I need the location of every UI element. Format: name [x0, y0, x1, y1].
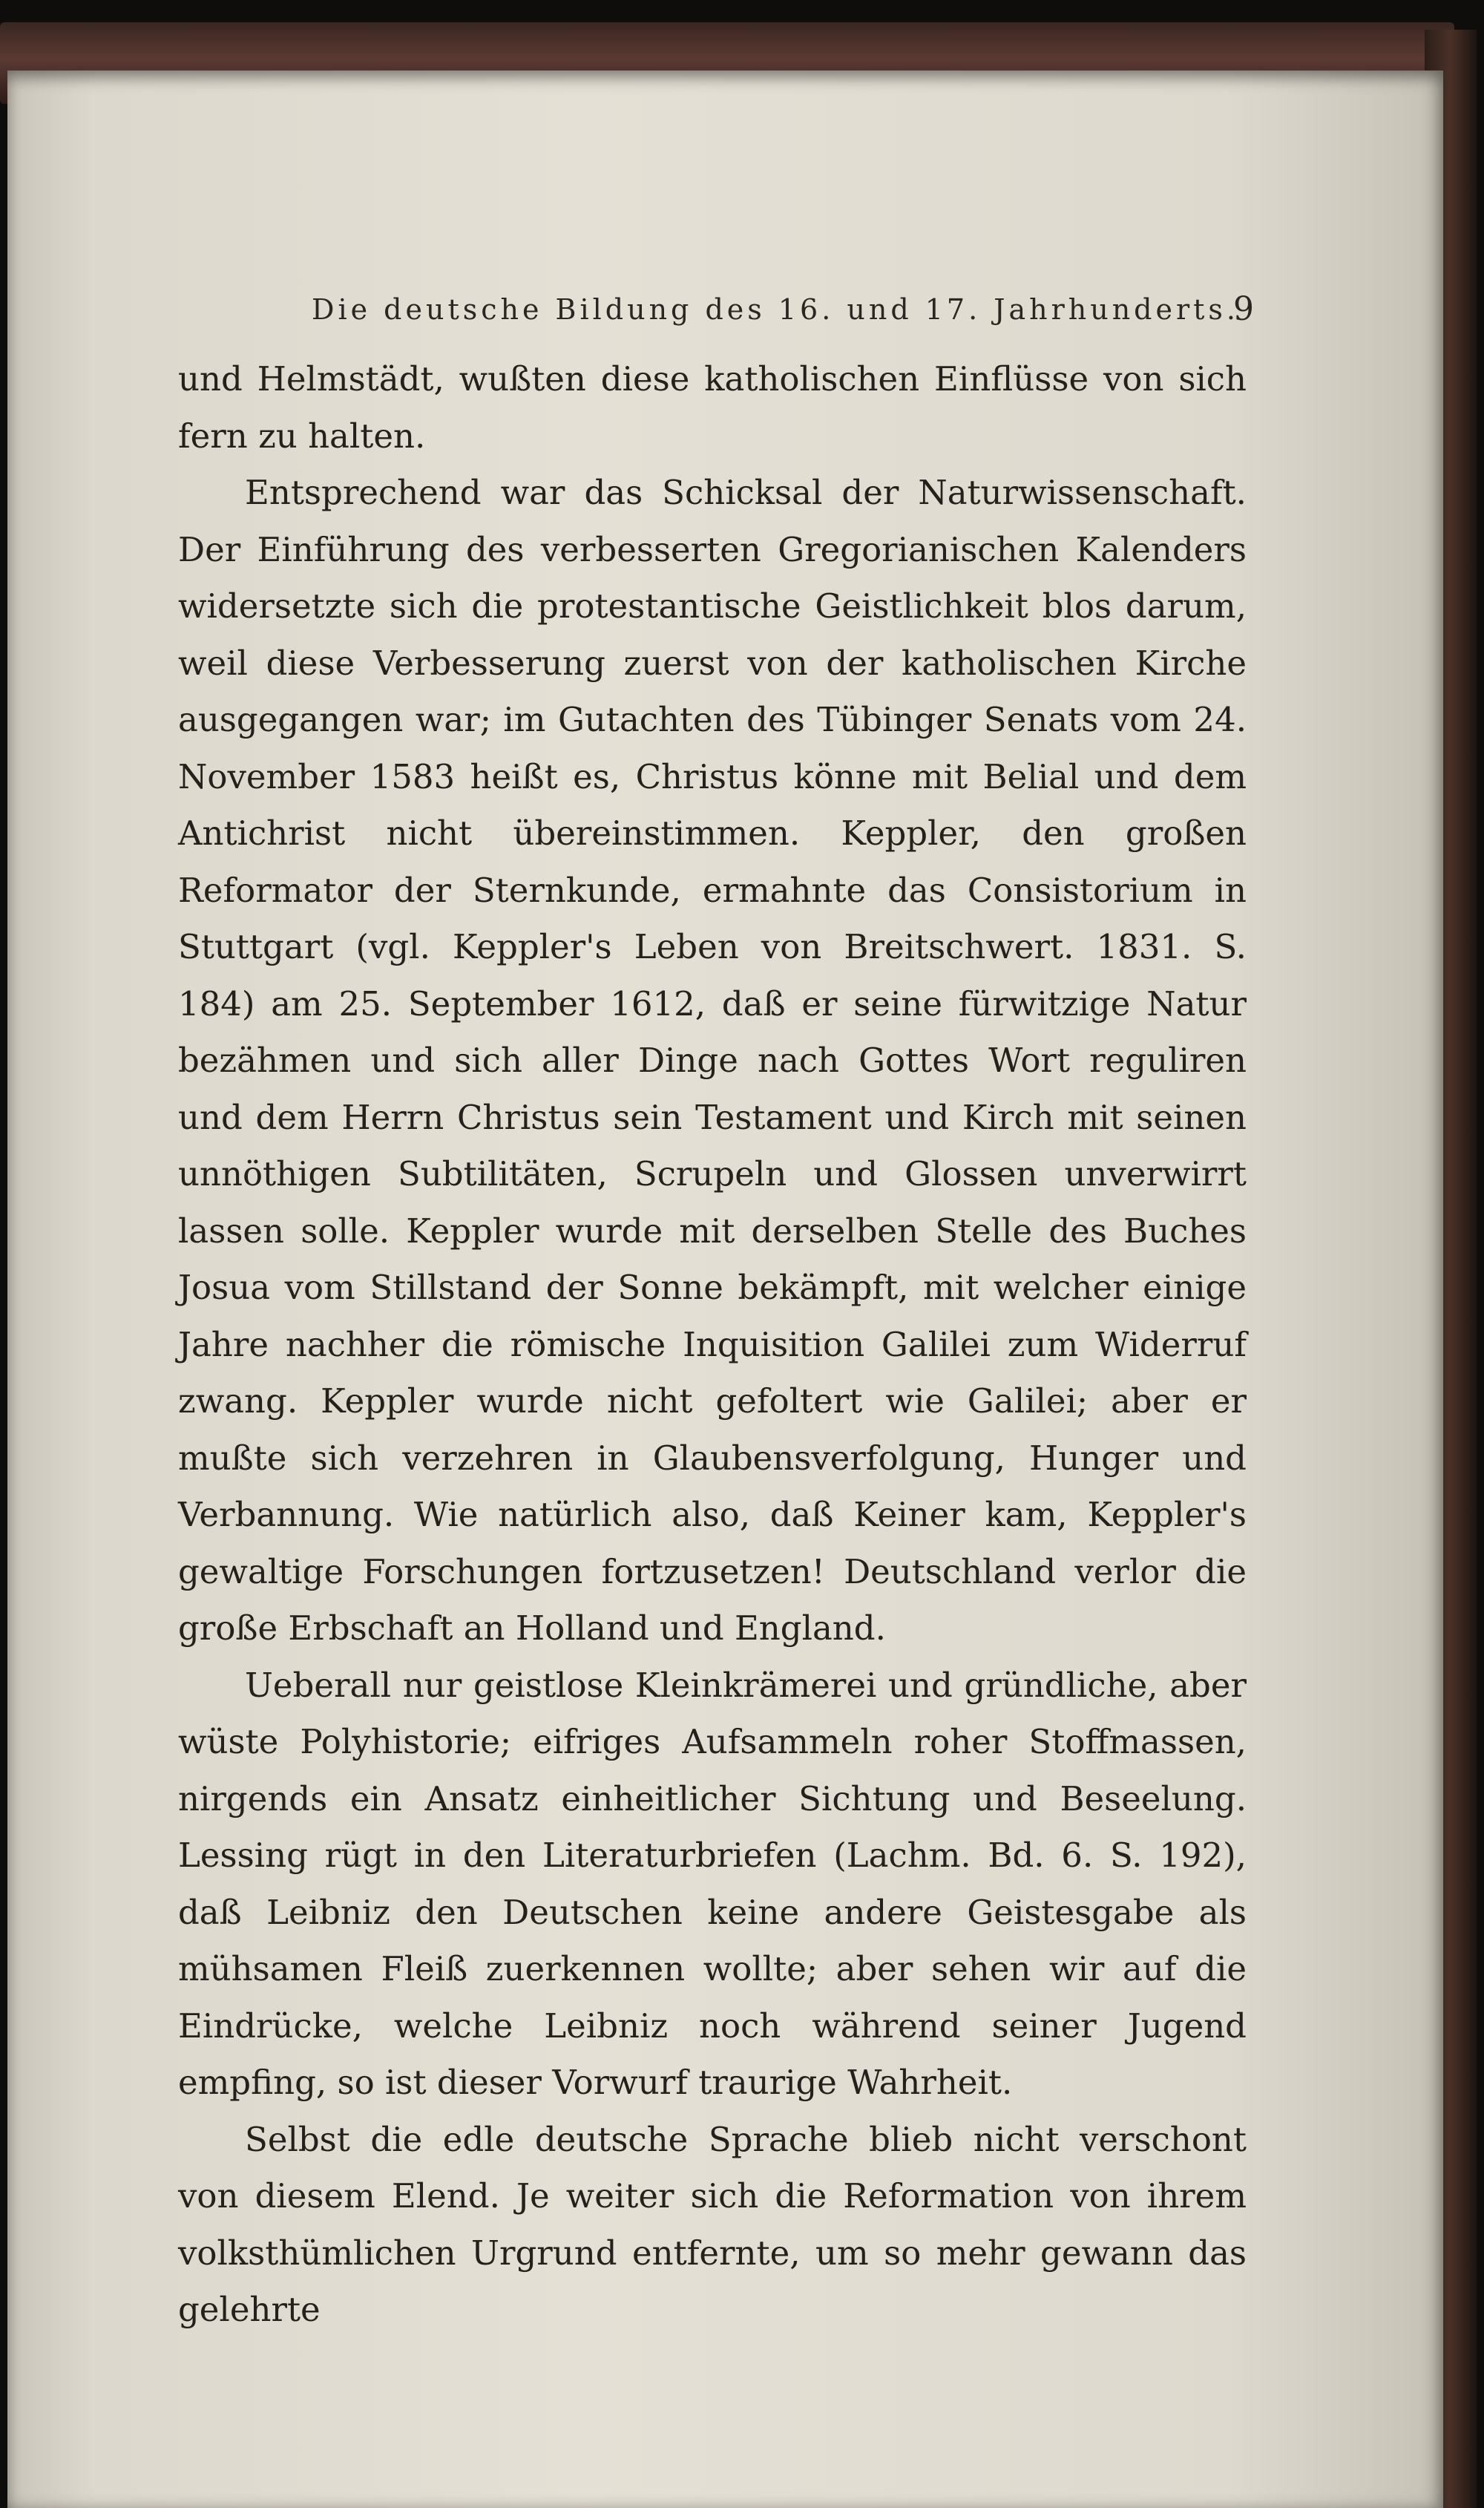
page-number: 9: [1233, 290, 1254, 328]
paragraph-4: Selbst die edle deutsche Sprache blieb nicht verschont von diesem Elend. Je weiter sich die Reformation von ihrem volksthümlichen Urgrund entfernte, um so mehr gewann das gelehrte: [178, 2119, 1247, 2329]
paragraph-3: Ueberall nur geistlose Kleinkrämerei und gründliche, aber wüste Polyhistorie; eifriges Aufsammeln roher Stoffmassen, nirgends ein Ansatz einheitlicher Sichtung und Beseelung. Lessing rügt in den Literaturbriefen (Lachm. Bd. 6. S. 192), daß Leibniz den Deutschen keine andere Geistesgabe als mühsamen Fleiß zuerkennen wollte; aber sehen wir auf die Eindrücke, welche Leibniz noch während seiner Jugend empfing, so ist dieser Vorwurf traurige Wahrheit.: [178, 1665, 1247, 2102]
paragraph-2: Entsprechend war das Schicksal der Naturwissenschaft. Der Einführung des verbesserten Gregorianischen Kalenders widersetzte sich die protestantische Geistlichkeit blos darum, weil diese Verbesserung zuerst von der katholischen Kirche ausgegangen war; im Gutachten des Tübinger Senats vom 24. November 1583 heißt es, Christus könne mit Belial und dem Antichrist nicht übereinstimmen. Keppler, den großen Reformator der Sternkunde, ermahnte das Consistorium in Stuttgart (vgl. Keppler's Leben von Breitschwert. 1831. S. 184) am 25. September 1612, daß er seine fürwitzige Natur bezähmen und sich aller Dinge nach Gottes Wort reguliren und dem Herrn Christus sein Testament und Kirch mit seinen unnöthigen Subtilitäten, Scrupeln und Glossen unverwirrt lassen solle. Keppler wurde mit derselben Stelle des Buches Josua vom Stillstand der Sonne bekämpft, mit welcher einige Jahre nachher die römische Inquisition Galilei zum Widerruf zwang. Keppler wurde nicht gefoltert wie Galilei; aber er mußte sich verzehren in Glaubensverfolgung, Hunger und Verbannung. Wie natürlich also, daß Keiner kam, Keppler's gewaltige Forschungen fortzusetzen! Deutschland verlor die große Erbschaft an Holland und England.: [178, 473, 1247, 1648]
running-head: Die deutsche Bildung des 16. und 17. Jahrhunderts.: [311, 293, 1240, 326]
book-page: [7, 71, 1443, 2508]
paragraph-1: und Helmstädt, wußten diese katholischen Einflüsse von sich fern zu halten.: [178, 359, 1247, 456]
body-text: [178, 351, 1247, 2339]
